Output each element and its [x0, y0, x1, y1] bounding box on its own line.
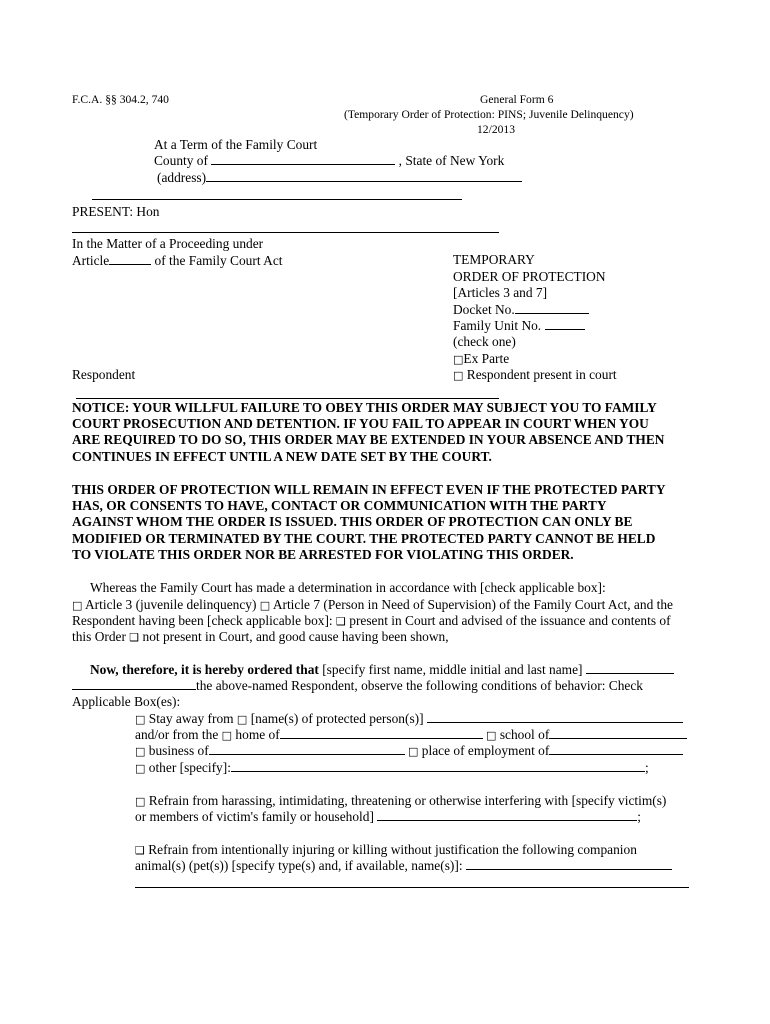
other-line: □ other [specify]: ;: [135, 760, 649, 775]
statute-reference: F.C.A. §§ 304.2, 740: [72, 93, 169, 106]
employment-checkbox-icon[interactable]: □: [408, 745, 419, 758]
home-checkbox-icon[interactable]: □: [221, 729, 233, 742]
whereas-line: Whereas the Family Court has made a determination in accordance with [check applicable box]:: [90, 580, 606, 595]
state-label: , State of New York: [398, 153, 505, 168]
conditions-line: the above-named Respondent, observe the following conditions of behavior: Check: [72, 678, 643, 694]
refrain-animals-line: ❑ Refrain from intentionally injuring or killing without justification the following companion: [135, 842, 637, 857]
respondent-name-blank[interactable]: [586, 662, 674, 674]
ex-parte-checkbox-icon[interactable]: □: [453, 353, 464, 366]
judge-name-line[interactable]: [72, 232, 499, 233]
refrain-harassing-checkbox-icon[interactable]: □: [135, 795, 146, 808]
school-checkbox-icon[interactable]: □: [486, 729, 497, 742]
articles-ref: [Articles 3 and 7]: [453, 285, 548, 300]
present-label: PRESENT: Hon: [72, 204, 160, 219]
order-lead-line: Now, therefore, it is hereby ordered that [specify first name, middle initial and last name]: [90, 662, 674, 678]
article-line: Article of the Family Court Act: [72, 253, 283, 268]
not-present-line: this Order ❑ not present in Court, and good cause having been shown,: [72, 629, 449, 644]
docket-line: Docket No.: [453, 302, 589, 318]
order-title-2: ORDER OF PROTECTION: [453, 269, 606, 284]
respondent-present-checkbox-icon[interactable]: □: [453, 369, 464, 382]
respondent-name-blank-2[interactable]: [72, 678, 196, 690]
form-name: General Form 6: [480, 93, 554, 106]
refrain-animals-line-2: animal(s) (pet(s)) [specify type(s) and, if available, name(s)]:: [135, 858, 672, 874]
county-blank[interactable]: [211, 153, 395, 165]
employment-blank[interactable]: [549, 743, 683, 755]
docket-blank[interactable]: [515, 302, 589, 314]
respondent-presence-line: Respondent having been [check applicable box]: ❑ present in Court and advised of the issuance and contents of: [72, 613, 671, 628]
family-unit-line: Family Unit No.: [453, 318, 585, 334]
other-checkbox-icon[interactable]: □: [135, 762, 146, 775]
home-school-line: and/or from the □ home of □ school of: [135, 727, 687, 744]
address-label: (address): [157, 170, 207, 185]
school-of-blank[interactable]: [549, 727, 687, 739]
validity-paragraph: THIS ORDER OF PROTECTION WILL REMAIN IN EFFECT EVEN IF THE PROTECTED PARTY HAS, OR CONSENTS TO HAVE, CONTACT OR COMMUNICATION WITH THE PARTY AGAINST WHOM THE ORDER IS ISSUED. THIS ORDER OF PROTECTION CAN ONLY BE MODIFIED OR TERMINATED BY THE COURT. THE PROTECTED PARTY CANNOT BE HELD TO VIOLATE THIS ORDER NOR BE ARRESTED FOR VIOLATING THIS ORDER.: [72, 482, 666, 562]
ex-parte-option[interactable]: □Ex Parte: [453, 351, 510, 366]
applicable-boxes-label: Applicable Box(es):: [72, 694, 181, 709]
pets-blank[interactable]: [466, 858, 672, 870]
check-one-label: (check one): [453, 334, 516, 349]
matter-line: In the Matter of a Proceeding under: [72, 236, 264, 251]
notice-paragraph: NOTICE: YOUR WILLFUL FAILURE TO OBEY THIS ORDER MAY SUBJECT YOU TO FAMILY COURT PROSECUTION AND DETENTION. IF YOU FAIL TO APPEAR IN COURT WHEN YOU ARE REQUIRED TO DO SO, THIS ORDER MAY BE EXTENDED IN YOUR ABSENCE AND THEN CONTINUES IN EFFECT UNTIL A NEW DATE SET BY THE COURT.: [72, 400, 665, 464]
other-blank[interactable]: [231, 760, 645, 772]
business-of-blank[interactable]: [209, 743, 405, 755]
address-line: [157, 170, 522, 186]
pets-extra-line[interactable]: [135, 887, 689, 888]
form-subtitle: (Temporary Order of Protection: PINS; Juvenile Delinquency): [344, 108, 634, 121]
present-in-court-checkbox-icon[interactable]: ❑: [336, 615, 346, 628]
victim-blank[interactable]: [377, 809, 637, 821]
county-line: [154, 153, 504, 169]
address-extra-line[interactable]: [92, 199, 462, 200]
refrain-harassing-line: □ Refrain from harassing, intimidating, threatening or otherwise interfering with [specify victim(s): [135, 793, 667, 808]
protected-persons-blank[interactable]: [427, 711, 683, 723]
article-options-line: □ Article 3 (juvenile delinquency) □ Article 7 (Person in Need of Supervision) of the Family Court Act, and the: [72, 597, 673, 612]
respondent-present-option[interactable]: □ Respondent present in court: [453, 367, 617, 382]
not-present-checkbox-icon[interactable]: ❑: [129, 631, 140, 644]
stay-away-line: □ Stay away from □ [name(s) of protected person(s)]: [135, 711, 683, 728]
stay-away-checkbox-icon[interactable]: □: [135, 713, 146, 726]
home-of-blank[interactable]: [280, 727, 483, 739]
article-7-checkbox-icon[interactable]: □: [259, 599, 271, 612]
family-unit-blank[interactable]: [545, 318, 585, 330]
county-label: County of: [154, 153, 208, 168]
court-term-line: At a Term of the Family Court: [154, 137, 318, 152]
article-number-blank[interactable]: [109, 253, 151, 265]
address-blank[interactable]: [206, 170, 522, 182]
business-checkbox-icon[interactable]: □: [135, 745, 146, 758]
form-date: 12/2013: [477, 123, 516, 136]
protected-persons-checkbox-icon[interactable]: □: [236, 713, 248, 726]
business-employment-line: □ business of □ place of employment of: [135, 743, 683, 760]
caption-bottom-line: [76, 398, 499, 399]
respondent-label: Respondent: [72, 367, 136, 382]
refrain-animals-checkbox-icon[interactable]: ❑: [135, 844, 145, 857]
refrain-harassing-line-2: or members of victim's family or household] ;: [135, 809, 642, 824]
article-3-checkbox-icon[interactable]: □: [72, 599, 83, 612]
order-title-1: TEMPORARY: [453, 252, 535, 267]
